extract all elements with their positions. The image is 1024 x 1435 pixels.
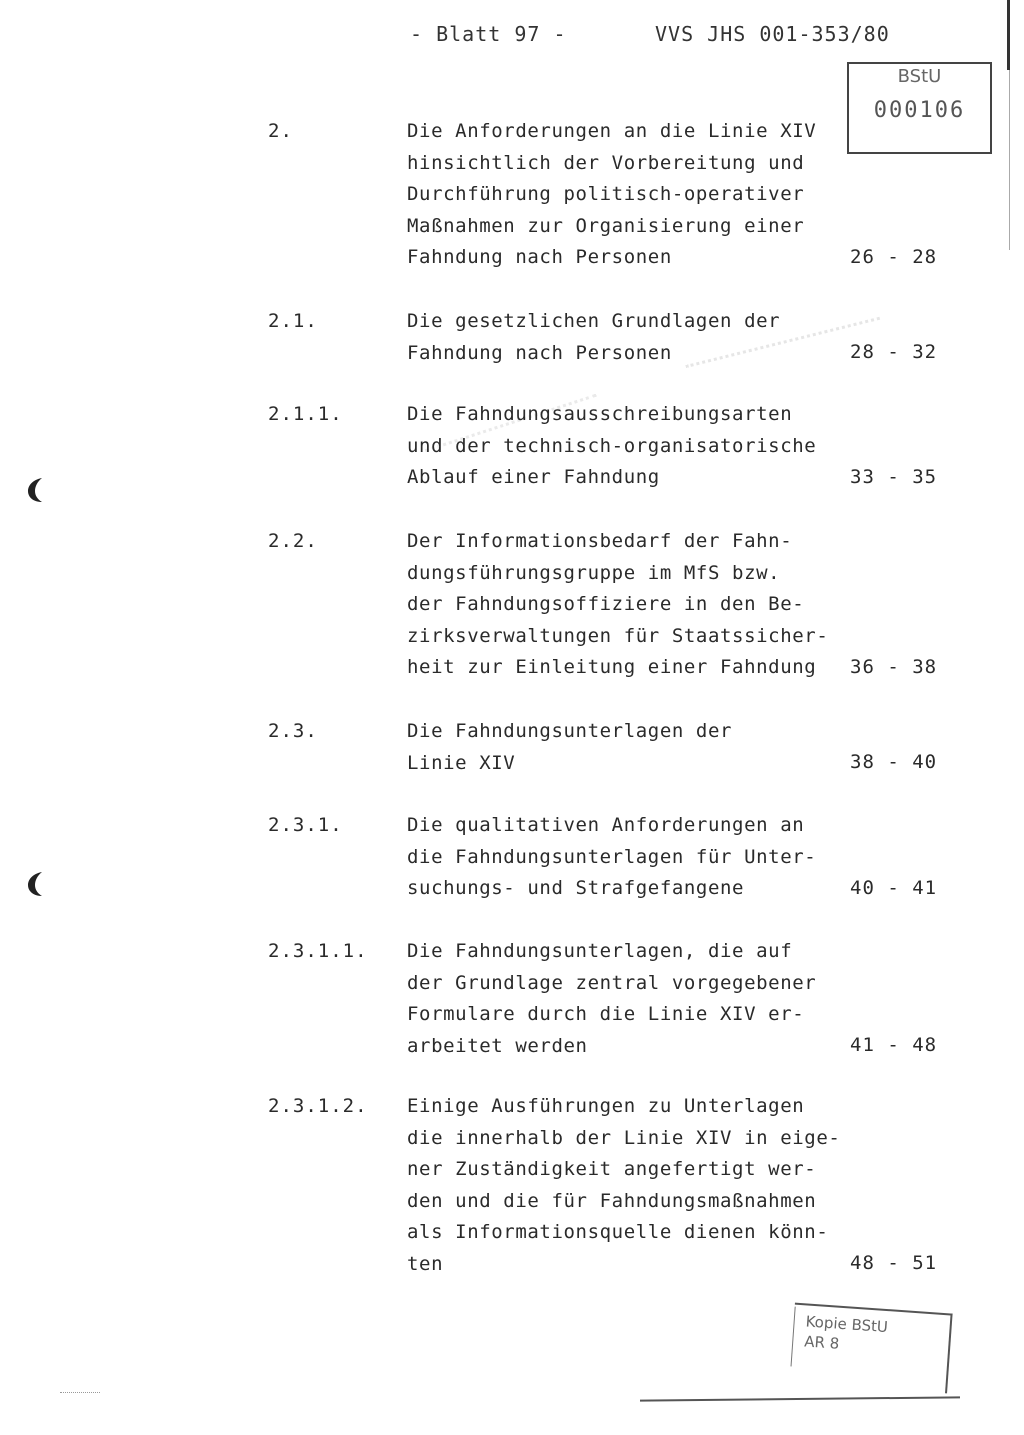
toc-title-line: Fahndung nach Personen xyxy=(407,341,672,364)
scan-edge-mark xyxy=(1007,0,1010,70)
stamp-border xyxy=(791,1307,796,1367)
toc-title-line: Die Fahndungsausschreibungsarten xyxy=(407,403,793,425)
toc-title-line: Der Informationsbedarf der Fahn- xyxy=(407,530,793,552)
toc-title-line: zirksverwaltungen für Staatssicher- xyxy=(407,624,829,647)
toc-entry-title xyxy=(407,526,847,684)
stamp-border xyxy=(945,1313,953,1393)
toc-entry-pages: 41 - 48 xyxy=(850,1034,938,1056)
punch-hole-icon xyxy=(26,870,46,898)
toc-title-line: ten xyxy=(407,1252,444,1275)
toc-title-line: Maßnahmen zur Organisierung einer xyxy=(407,214,805,237)
toc-title-line: Die gesetzlichen Grundlagen der xyxy=(407,310,781,332)
toc-entry-number: 2.2. xyxy=(268,530,318,552)
toc-title-line: hinsichtlich der Vorbereitung und xyxy=(407,151,805,174)
toc-title-line: Die Fahndungsunterlagen der xyxy=(407,720,733,742)
toc-entry-number: 2.3.1.1. xyxy=(268,940,368,962)
punch-hole-icon xyxy=(26,476,46,504)
toc-title-line: und der technisch-organisatorische xyxy=(407,434,817,457)
toc-title-line: Formulare durch die Linie XIV er- xyxy=(407,1003,805,1025)
toc-entry-pages: 36 - 38 xyxy=(850,656,938,678)
toc-entry-number: 2.3.1. xyxy=(268,814,343,836)
toc-title-line: der Grundlage zentral vorgegebener xyxy=(407,971,817,994)
toc-title-line: Die qualitativen Anforderungen an xyxy=(407,814,805,836)
toc-title-line: ner Zuständigkeit angefertigt wer- xyxy=(407,1158,817,1180)
toc-entry-number: 2.3. xyxy=(268,720,318,742)
toc-entry-pages: 40 - 41 xyxy=(850,877,938,899)
toc-title-line: die innerhalb der Linie XIV in eige- xyxy=(407,1126,841,1149)
toc-title-line: suchungs- und Strafgefangene xyxy=(407,877,745,899)
stamp-serial-number: 000106 xyxy=(873,98,966,123)
toc-entry-title xyxy=(407,936,847,1062)
toc-title-line: heit zur Einleitung einer Fahndung xyxy=(407,656,817,678)
toc-entry-number: 2.1.1. xyxy=(268,403,343,425)
toc-entry-pages: 38 - 40 xyxy=(850,751,938,773)
toc-entry-pages: 33 - 35 xyxy=(850,466,938,488)
toc-title-line: Durchführung politisch-operativer xyxy=(407,183,805,205)
toc-entry-pages: 28 - 32 xyxy=(850,341,938,363)
toc-entry-title xyxy=(407,306,847,369)
toc-title-line: die Fahndungsunterlagen für Unter- xyxy=(407,845,817,868)
toc-title-line: Die Fahndungsunterlagen, die auf xyxy=(407,940,793,962)
toc-title-line: Einige Ausführungen zu Unterlagen xyxy=(407,1095,805,1117)
copy-stamp-line: Kopie BStU xyxy=(805,1312,889,1337)
toc-title-line: der Fahndungsoffiziere in den Be- xyxy=(407,593,805,615)
toc-entry-pages: 48 - 51 xyxy=(850,1252,938,1274)
toc-entry-number: 2.1. xyxy=(268,310,318,332)
toc-title-line: dungsführungsgruppe im MfS bzw. xyxy=(407,561,781,584)
page-number-label: - Blatt 97 - xyxy=(410,22,567,46)
toc-entry-number: 2.3.1.2. xyxy=(268,1095,368,1117)
bottom-scan-dots xyxy=(60,1392,100,1394)
archive-stamp xyxy=(847,62,992,154)
toc-title-line: Fahndung nach Personen xyxy=(407,246,672,268)
document-reference: VVS JHS 001-353/80 xyxy=(655,22,890,46)
toc-title-line: Ablauf einer Fahndung xyxy=(407,466,660,488)
stamp-agency-label: BStU xyxy=(897,66,942,87)
toc-entry-title xyxy=(407,1091,847,1280)
toc-title-line: Die Anforderungen an die Linie XIV xyxy=(407,120,817,142)
toc-title-line: als Informationsquelle dienen könn- xyxy=(407,1221,829,1243)
toc-entry-number: 2. xyxy=(268,120,293,142)
toc-title-line: Linie XIV xyxy=(407,751,516,774)
toc-entry-title xyxy=(407,116,847,274)
toc-entry-title xyxy=(407,399,847,494)
toc-title-line: den und die für Fahndungsmaßnahmen xyxy=(407,1189,817,1212)
toc-title-line: arbeitet werden xyxy=(407,1034,588,1057)
scan-edge-line xyxy=(1009,70,1010,250)
toc-entry-title xyxy=(407,716,847,779)
copy-stamp xyxy=(789,1303,952,1394)
copy-stamp-line: AR 8 xyxy=(803,1332,840,1353)
toc-entry-title xyxy=(407,810,847,905)
copy-stamp-text xyxy=(804,1311,889,1357)
bottom-scan-line xyxy=(640,1396,960,1401)
toc-entry-pages: 26 - 28 xyxy=(850,246,938,268)
